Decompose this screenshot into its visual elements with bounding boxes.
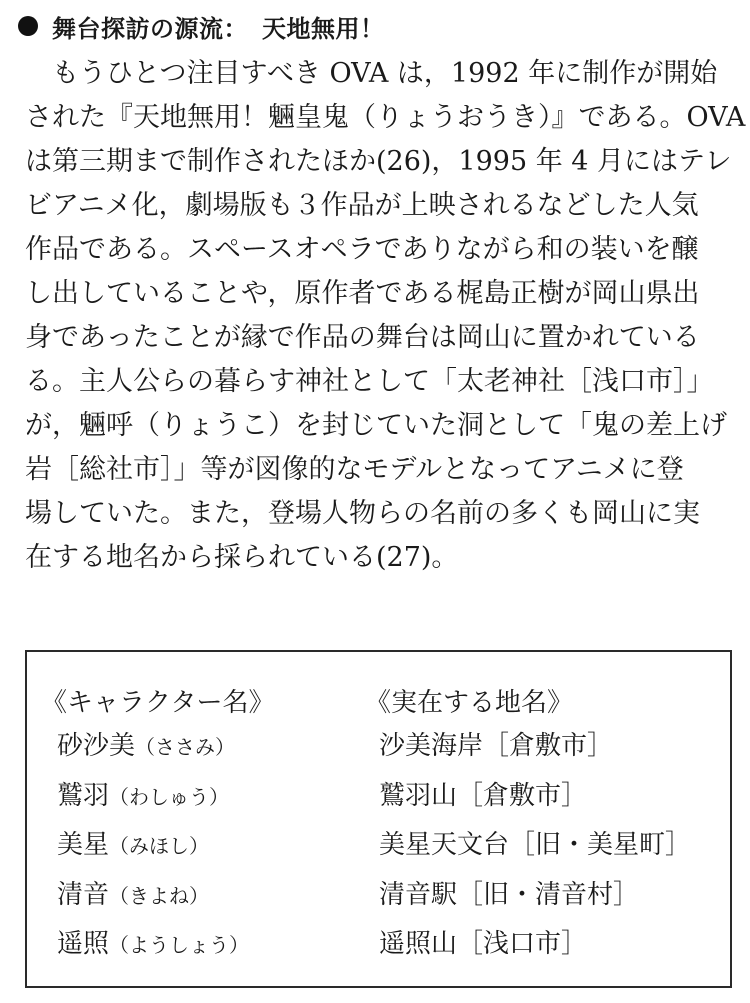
bullet-icon bbox=[18, 16, 38, 36]
heading-text-1: 舞台探訪の源流： bbox=[52, 14, 248, 43]
character-kanji: 砂沙美 bbox=[57, 731, 136, 761]
character-kanji: 遥照 bbox=[57, 929, 110, 959]
paragraph-line: 作品である。スペースオペラでありながら和の装いを醸 bbox=[25, 234, 699, 265]
character-reading: （きよね） bbox=[109, 884, 210, 908]
character-reading: （ようしょう） bbox=[109, 933, 250, 957]
heading-text-2: 天地無用！ bbox=[262, 14, 385, 43]
paragraph-line: 岩［総社市］」等が図像的なモデルとなってアニメに登 bbox=[25, 454, 684, 485]
place-name-header: 《実在する地名》 bbox=[365, 688, 574, 718]
paragraph-line: もうひとつ注目すべき OVA は，1992 年に制作が開始 bbox=[25, 58, 718, 89]
character-kanji: 美星 bbox=[57, 830, 110, 860]
paragraph-line: る。主人公らの暮らす神社として「太老神社［浅口市］」 bbox=[25, 366, 714, 397]
character-name bbox=[57, 822, 209, 868]
paragraph-line: 在する地名から採られている(27)。 bbox=[25, 542, 459, 573]
paragraph-line: は第三期まで制作されたほか(26)，1995 年 4 月にはテレ bbox=[25, 146, 732, 177]
paragraph-line: ビアニメ化，劇場版も３作品が上映されるなどした人気 bbox=[25, 190, 699, 221]
character-reading: （みほし） bbox=[109, 834, 210, 858]
character-name bbox=[57, 872, 209, 918]
place-name: 清音駅［旧・清音村］ bbox=[379, 880, 640, 910]
place-name: 美星天文台［旧・美星町］ bbox=[379, 830, 692, 860]
character-kanji: 清音 bbox=[57, 880, 110, 910]
section-heading bbox=[18, 6, 385, 46]
character-kanji: 鷲羽 bbox=[57, 781, 110, 811]
paragraph-line: が，魎呼（りょうこ）を封じていた洞として「鬼の差上げ bbox=[25, 410, 727, 441]
paragraph-line: し出していることや，原作者である梶島正樹が岡山県出 bbox=[25, 278, 700, 309]
place-name: 鷲羽山［倉敷市］ bbox=[379, 781, 588, 811]
character-name bbox=[57, 773, 229, 819]
character-name bbox=[57, 723, 235, 769]
paragraph-line: 身であったことが縁で作品の舞台は岡山に置かれている bbox=[25, 322, 700, 353]
paragraph-line: された『天地無用！魎皇鬼（りょうおうき）』である。OVA bbox=[25, 102, 746, 133]
character-name-header: 《キャラクター名》 bbox=[41, 688, 275, 718]
place-name: 沙美海岸［倉敷市］ bbox=[379, 731, 614, 761]
character-name bbox=[57, 921, 249, 967]
paragraph-line: 場していた。また，登場人物らの名前の多くも岡山に実 bbox=[25, 498, 700, 529]
body-paragraph bbox=[25, 52, 746, 580]
place-name: 遥照山［浅口市］ bbox=[379, 929, 588, 959]
character-reading: （ささみ） bbox=[135, 735, 236, 759]
character-reading: （わしゅう） bbox=[109, 785, 230, 809]
name-origin-box bbox=[25, 650, 732, 988]
